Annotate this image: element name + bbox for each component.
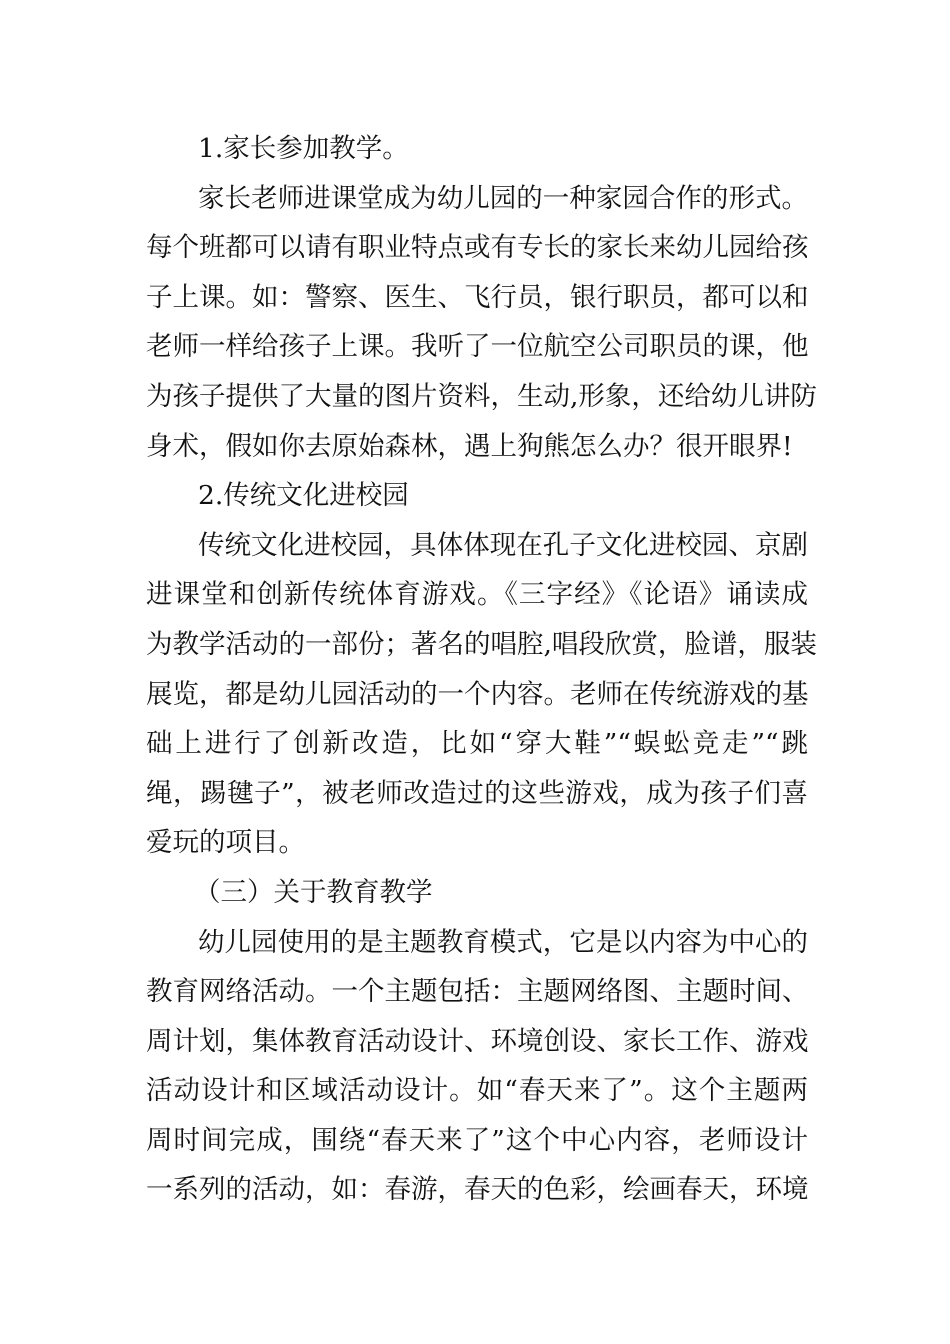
paragraph-line: 活动设计和区域活动设计。如“春天来了”。这个主题两	[146, 1075, 808, 1107]
paragraph-line: 每个班都可以请有职业特点或有专长的家长来幼儿园给孩	[146, 232, 809, 264]
paragraph-line: 周计划，集体教育活动设计、环境创设、家长工作、游戏	[146, 1025, 809, 1057]
heading-parent-participation: 1.家长参加教学。	[198, 133, 409, 164]
paragraph-line: 老师一样给孩子上课。我听了一位航空公司职员的课，他	[146, 331, 809, 363]
paragraph-line: 一系列的活动，如：春游，春天的色彩，绘画春天，环境	[146, 1174, 809, 1206]
paragraph-line: 幼儿园使用的是主题教育模式，它是以内容为中心的	[198, 926, 808, 958]
paragraph-line: 子上课。如：警察、医生、飞行员，银行职员，都可以和	[146, 281, 809, 313]
paragraph-line: 展览，都是幼儿园活动的一个内容。老师在传统游戏的基	[146, 678, 809, 710]
body-text	[146, 124, 817, 1215]
paragraph-line: 础上进行了创新改造，比如“穿大鞋”“蜈蚣竞走”“跳	[146, 728, 808, 760]
paragraph-line: 绳，踢毽子”，被老师改造过的这些游戏，成为孩子们喜	[146, 777, 808, 809]
paragraph-line: 身术，假如你去原始森林，遇上狗熊怎么办？很开眼界!	[146, 430, 793, 462]
paragraph-line: 周时间完成，围绕“春天来了”这个中心内容，老师设计	[146, 1124, 808, 1156]
heading-traditional-culture: 2.传统文化进校园	[198, 480, 409, 512]
paragraph-line: 教育网络活动。一个主题包括：主题网络图、主题时间、	[146, 976, 809, 1008]
paragraph-line: 为教学活动的一部份；著名的唱腔,唱段欣赏，脸谱，服装	[146, 628, 817, 660]
paragraph-line: 家长老师进课堂成为幼儿园的一种家园合作的形式。	[198, 182, 808, 214]
paragraph-line: 进课堂和创新传统体育游戏。《三字经》《论语》诵读成	[146, 579, 808, 611]
paragraph-line: 爱玩的项目。	[146, 827, 305, 859]
paragraph-line: 为孩子提供了大量的图片资料，生动,形象，还给幼儿讲防	[146, 380, 817, 412]
paragraph-line: 传统文化进校园，具体体现在孔子文化进校园、京剧	[198, 529, 808, 561]
heading-education-teaching: （三）关于教育教学	[194, 876, 433, 908]
